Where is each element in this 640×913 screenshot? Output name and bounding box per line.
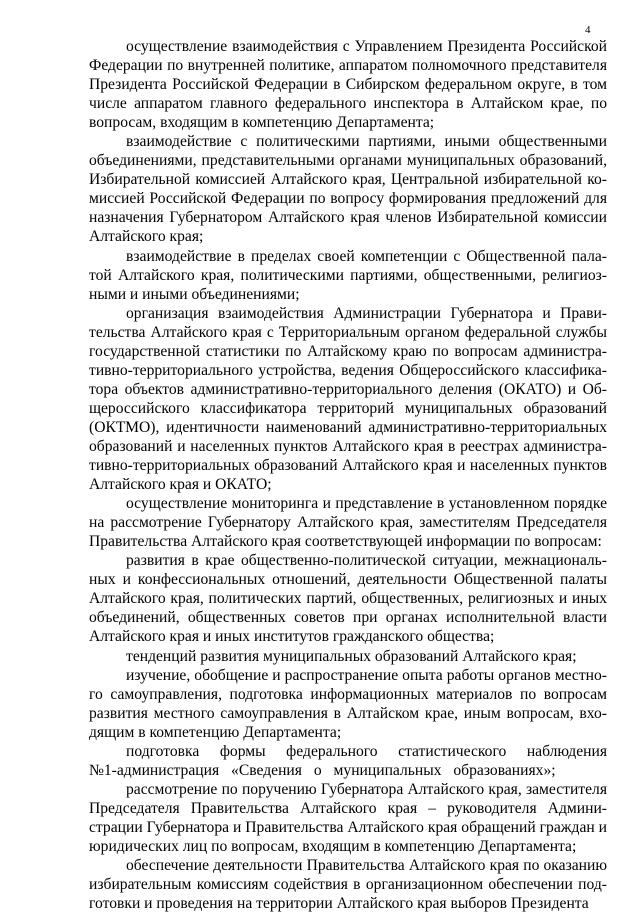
- paragraph: обеспечение деятельности Правительства Алтайского края по оказанию избирательным комиссиям содействия в организационном обеспечении подготовки и проведения на территории Алтайского края выборов Президента: [89, 857, 607, 913]
- paragraph: развития в крае общественно-политической ситуации, межнациональных и конфессиональных отношений, деятельности Общественной палаты Алтайского края, политических партий, общественных, религиозных и иных объединений, общественных советов при органах исполнительной власти Алтайского края и иных институтов гражданского общества;: [89, 552, 607, 646]
- paragraph: рассмотрение по поручению Губернатора Алтайского края, заместителя Председателя Правительства Алтайского края – руководителя Администрации Губернатора и Правительства Алтайского края обращений граждан и юридических лиц по вопросам, входящим в компетенцию Департамента;: [89, 780, 607, 855]
- paragraph: взаимодействие с политическими партиями, иными общественными объединениями, представительными органами муниципальных образований, Избирательной комиссией Алтайского края, Центральной избирательной комиссией Российской Федерации по вопросу формирования предложений для назначения Губернатором Алтайского края членов Избирательной комиссии Алтайского края;: [89, 133, 607, 246]
- paragraph: взаимодействие в пределах своей компетенции с Общественной палатой Алтайского края, политическими партиями, общественными, религиозными и иными объединениями;: [89, 247, 607, 303]
- paragraph: изучение, обобщение и распространение опыта работы органов местного самоуправления, подготовка информационных материалов по вопросам развития местного самоуправления в Алтайском крае, иным вопросам, входящим в компетенцию Департамента;: [89, 666, 607, 741]
- paragraph: тенденций развития муниципальных образований Алтайского края;: [126, 647, 577, 665]
- paragraph: осуществление мониторинга и представление в установленном порядке на рассмотрение Губернатору Алтайского края, заместителям Председателя Правительства Алтайского края соответствующей информации по вопросам:: [89, 495, 607, 551]
- page-number: 4: [585, 24, 591, 36]
- paragraph: осуществление взаимодействия с Управлением Президента Российской Федерации по внутренней политике, аппаратом полномочного представителя Президента Российской Федерации в Сибирском федеральном округе, в том числе аппаратом главного федерального инспектора в Алтайском крае, по вопросам, входящим в компетенцию Департамента;: [89, 38, 607, 132]
- document-body: [89, 37, 607, 913]
- paragraph: организация взаимодействия Администрации Губернатора и Правительства Алтайского края с Территориальным органом федеральной службы государственной статистики по Алтайскому краю по вопросам административно-территориального устройства, ведения Общероссийского классификатора объектов административно-территориального деления (ОКАТО) и Общероссийского классификатора территорий муниципальных образований (ОКТМО), идентичности наименований административно-территориальных образований и населенных пунктов Алтайского края в реестрах административно-территориальных образований Алтайского края и населенных пунктов Алтайского края и ОКАТО;: [89, 304, 607, 494]
- paragraph: подготовка формы федерального статистического наблюдения №1-администрация «Сведения о муниципальных образованиях»;: [89, 742, 607, 779]
